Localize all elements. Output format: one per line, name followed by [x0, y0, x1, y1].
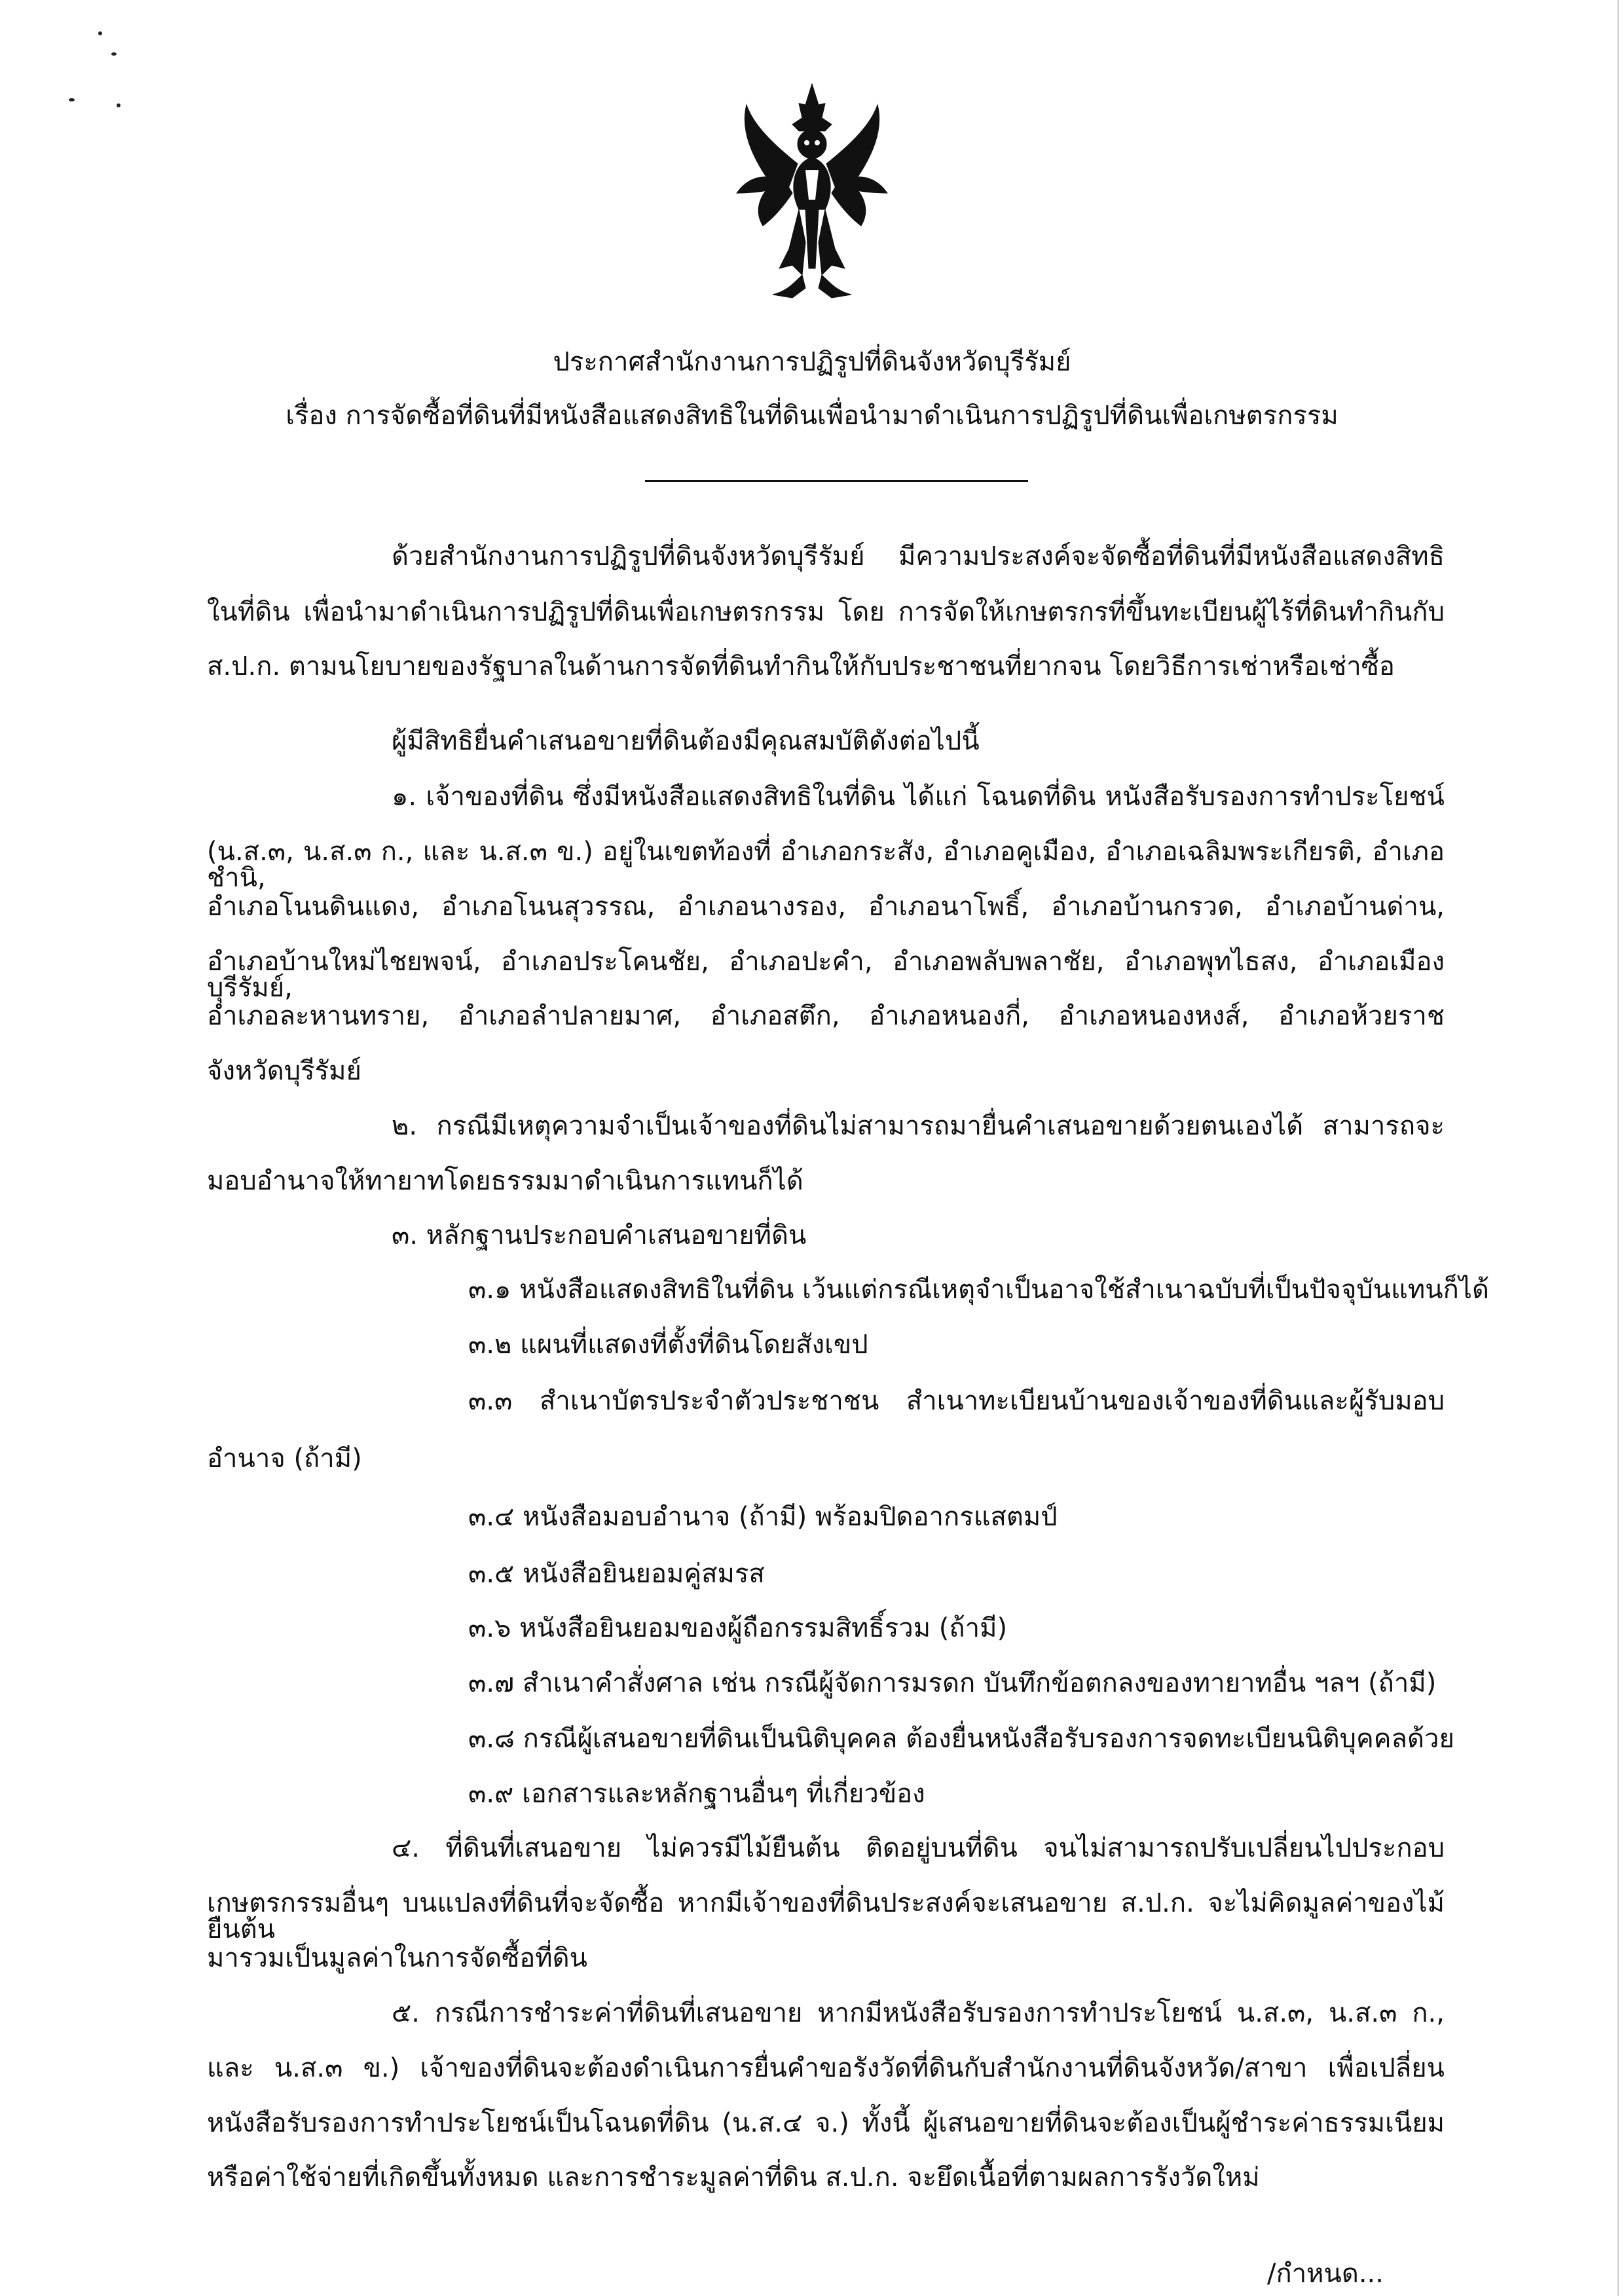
- item-1-line: อำเภอบ้านใหม่ไชยพจน์, อำเภอประโคนชัย, อำเภอปะคำ, อำเภอพลับพลาชัย, อำเภอพุทไธสง, อำเภอเมืองบุรีรัมย์,: [207, 947, 1445, 1003]
- intro-line: ในที่ดิน เพื่อนำมาดำเนินการปฏิรูปที่ดินเพื่อเกษตรกรรม โดย การจัดให้เกษตรกรที่ขึ้นทะเบียนผู้ไร้ที่ดินทำกินกับ: [207, 597, 1445, 627]
- intro-line: ส.ป.ก. ตามนโยบายของรัฐบาลในด้านการจัดที่ดินทำกินให้กับประชาชนที่ยากจน โดยวิธีการเช่าหรือเช่าซื้อ: [207, 651, 1395, 682]
- item-1-line: (น.ส.๓, น.ส.๓ ก., และ น.ส.๓ ข.) อยู่ในเขตท้องที่ อำเภอกระสัง, อำเภอคูเมือง, อำเภอเฉลิมพระเกียรติ, อำเภอชำนิ,: [207, 837, 1445, 893]
- item-2-line: ๒. กรณีมีเหตุความจำเป็นเจ้าของที่ดินไม่สามารถมายื่นคำเสนอขายด้วยตนเองได้ สามารถจะ: [392, 1111, 1445, 1141]
- document-title: ประกาศสำนักงานการปฏิรูปที่ดินจังหวัดบุรีรัมย์: [553, 347, 1071, 377]
- item-4-line: เกษตรกรรมอื่นๆ บนแปลงที่ดินที่จะจัดซื้อ หากมีเจ้าของที่ดินประสงค์จะเสนอขาย ส.ป.ก. จะไม่คิดมูลค่าของไม้ยืนต้น: [207, 1888, 1445, 1944]
- scan-speck: [98, 31, 102, 35]
- item-3-sub: ๓.๙ เอกสารและหลักฐานอื่นๆ ที่เกี่ยวข้อง: [468, 1779, 925, 1809]
- document-subject: เรื่อง การจัดซื้อที่ดินที่มีหนังสือแสดงสิทธิในที่ดินเพื่อนำมาดำเนินการปฏิรูปที่ดินเพื่อเกษตรกรรม: [286, 401, 1338, 431]
- qualifications-heading: ผู้มีสิทธิยื่นคำเสนอขายที่ดินต้องมีคุณสมบัติดังต่อไปนี้: [392, 726, 980, 756]
- item-3-sub: ๓.๗ สำเนาคำสั่งศาล เช่น กรณีผู้จัดการมรดก บันทึกข้อตกลงของทายาทอื่น ฯลฯ (ถ้ามี): [468, 1668, 1437, 1698]
- item-3-sub: ๓.๓ สำเนาบัตรประจำตัวประชาชน สำเนาทะเบียนบ้านของเจ้าของที่ดินและผู้รับมอบ: [468, 1386, 1445, 1416]
- item-3-sub: ๓.๔ หนังสือมอบอำนาจ (ถ้ามี) พร้อมปิดอากรแสตมป์: [468, 1502, 1058, 1532]
- title-divider: [645, 480, 1028, 482]
- item-5-line: หนังสือรับรองการทำประโยชน์เป็นโฉนดที่ดิน (น.ส.๔ จ.) ทั้งนี้ ผู้เสนอขายที่ดินจะต้องเป็นผู้ชำระค่าธรรมเนียม: [207, 2108, 1445, 2138]
- item-1-line: อำเภอละหานทราย, อำเภอลำปลายมาศ, อำเภอสตึก, อำเภอหนองกี่, อำเภอหนองหงส์, อำเภอห้วยราช: [207, 1001, 1445, 1031]
- item-3-sub: อำนาจ (ถ้ามี): [207, 1444, 362, 1474]
- item-1-line: ๑. เจ้าของที่ดิน ซึ่งมีหนังสือแสดงสิทธิในที่ดิน ได้แก่ โฉนดที่ดิน หนังสือรับรองการทำประโยชน์: [392, 782, 1445, 812]
- item-3-sub: ๓.๒ แผนที่แสดงที่ตั้งที่ดินโดยสังเขป: [468, 1330, 868, 1360]
- item-4-line: มารวมเป็นมูลค่าในการจัดซื้อที่ดิน: [207, 1943, 587, 1973]
- continuation-marker: /กำหนด...: [1267, 2259, 1384, 2289]
- item-5-line: และ น.ส.๓ ข.) เจ้าของที่ดินจะต้องดำเนินการยื่นคำขอรังวัดที่ดินกับสำนักงานที่ดินจังหวัด/สาขา เพื่อเปลี่ยน: [207, 2053, 1445, 2083]
- intro-line: ด้วยสำนักงานการปฏิรูปที่ดินจังหวัดบุรีรัมย์ มีความประสงค์จะจัดซื้อที่ดินที่มีหนังสือแสดงสิทธิ: [392, 541, 1445, 572]
- scan-speck: [69, 98, 75, 101]
- item-3-sub: ๓.๑ หนังสือแสดงสิทธิในที่ดิน เว้นแต่กรณีเหตุจำเป็นอาจใช้สำเนาฉบับที่เป็นปัจจุบันแทนก็ได้: [468, 1275, 1489, 1305]
- item-4-line: ๔. ที่ดินที่เสนอขาย ไม่ควรมีไม้ยืนต้น ติดอยู่บนที่ดิน จนไม่สามารถปรับเปลี่ยนไปประกอบ: [392, 1833, 1445, 1863]
- item-3-sub: ๓.๕ หนังสือยินยอมคู่สมรส: [468, 1559, 765, 1589]
- item-5-line: ๕. กรณีการชำระค่าที่ดินที่เสนอขาย หากมีหนังสือรับรองการทำประโยชน์ น.ส.๓, น.ส.๓ ก.,: [392, 1998, 1445, 2028]
- item-1-line: อำเภอโนนดินแดง, อำเภอโนนสุวรรณ, อำเภอนางรอง, อำเภอนาโพธิ์, อำเภอบ้านกรวด, อำเภอบ้านด่าน,: [207, 892, 1445, 922]
- item-5-line: หรือค่าใช้จ่ายที่เกิดขึ้นทั้งหมด และการชำระมูลค่าที่ดิน ส.ป.ก. จะยึดเนื้อที่ตามผลการรังวัดใหม่: [207, 2162, 1260, 2193]
- item-2-line: มอบอำนาจให้ทายาทโดยธรรมมาดำเนินการแทนก็ได้: [207, 1166, 803, 1196]
- scan-speck: [111, 52, 117, 56]
- item-1-line: จังหวัดบุรีรัมย์: [207, 1056, 361, 1086]
- item-3-heading: ๓. หลักฐานประกอบคำเสนอขายที่ดิน: [392, 1220, 807, 1250]
- item-3-sub: ๓.๖ หนังสือยินยอมของผู้ถือกรรมสิทธิ์รวม (ถ้ามี): [468, 1613, 1008, 1643]
- item-3-sub: ๓.๘ กรณีผู้เสนอขายที่ดินเป็นนิติบุคคล ต้องยื่นหนังสือรับรองการจดทะเบียนนิติบุคคลด้วย: [468, 1724, 1454, 1754]
- garuda-emblem-icon: [727, 79, 897, 301]
- scan-speck: [117, 103, 120, 107]
